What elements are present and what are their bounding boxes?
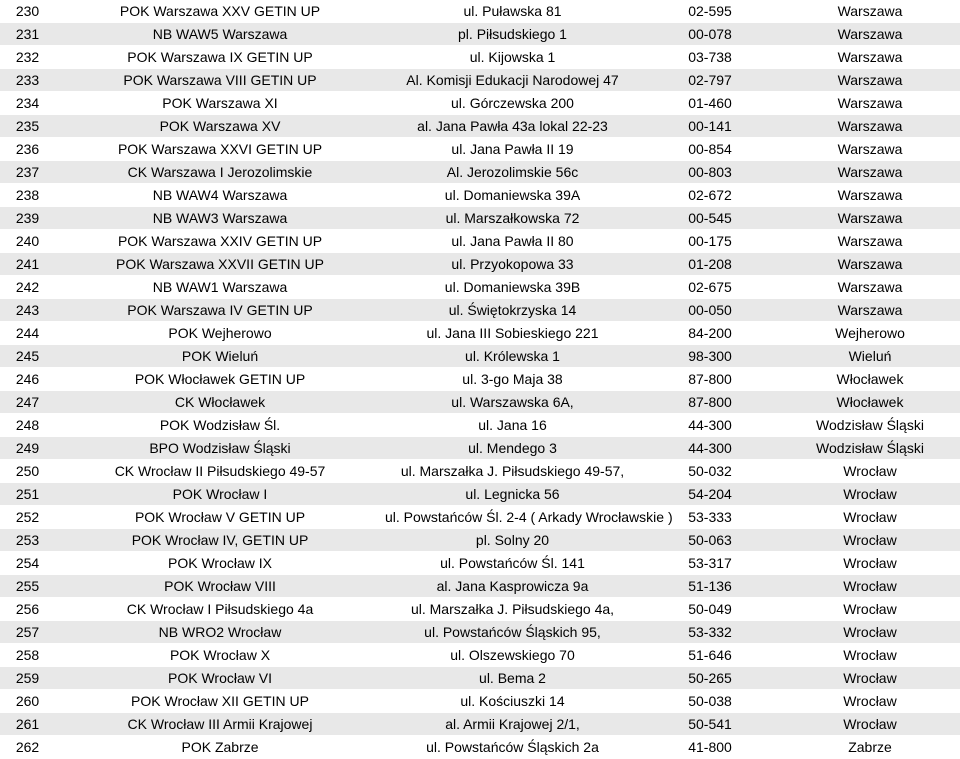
address-cell: ul. Domaniewska 39B [444, 279, 581, 295]
row-number-cell: 262 [15, 739, 40, 755]
table-row [0, 322, 960, 345]
address-cell: ul. Olszewskiego 70 [450, 647, 575, 663]
table-row [0, 115, 960, 138]
city-cell: Warszawa [837, 233, 903, 249]
table-row [0, 276, 960, 299]
postal-code-cell: 02-797 [688, 72, 732, 88]
city-cell: Warszawa [837, 302, 903, 318]
branch-name-cell: BPO Wodzisław Śląski [149, 440, 291, 456]
city-cell: Wrocław [843, 624, 897, 640]
address-cell: ul. Marszałkowska 72 [445, 210, 580, 226]
postal-code-cell: 41-800 [688, 739, 732, 755]
postal-code-cell: 01-208 [688, 256, 732, 272]
address-cell: al. Jana Kasprowicza 9a [436, 578, 589, 594]
table-row [0, 598, 960, 621]
branch-name-cell: POK Warszawa IX GETIN UP [127, 49, 313, 65]
table-row [0, 207, 960, 230]
address-cell: ul. Królewska 1 [465, 348, 560, 364]
row-number-cell: 233 [15, 72, 40, 88]
branch-name-cell: NB WAW3 Warszawa [152, 210, 288, 226]
table-row [0, 483, 960, 506]
row-number-cell: 231 [15, 26, 40, 42]
branch-name-cell: NB WAW5 Warszawa [152, 26, 288, 42]
address-cell: ul. Powstańców Śląskich 95, [424, 624, 601, 640]
row-number-cell: 240 [15, 233, 40, 249]
address-cell: ul. Kijowska 1 [469, 49, 556, 65]
postal-code-cell: 02-595 [688, 3, 732, 19]
table-row [0, 184, 960, 207]
postal-code-cell: 02-675 [688, 279, 732, 295]
table-row [0, 345, 960, 368]
address-cell: ul. Bema 2 [479, 670, 546, 686]
table-row [0, 414, 960, 437]
table-row [0, 46, 960, 69]
branch-name-cell: POK Wrocław VI [168, 670, 272, 686]
branch-name-cell: NB WAW4 Warszawa [152, 187, 288, 203]
branch-name-cell: POK Warszawa VIII GETIN UP [123, 72, 317, 88]
table-row [0, 368, 960, 391]
branch-name-cell: POK Warszawa XXVII GETIN UP [116, 256, 324, 272]
city-cell: Warszawa [837, 210, 903, 226]
table-row [0, 92, 960, 115]
address-cell: ul. Górczewska 200 [451, 95, 574, 111]
address-cell: ul. Świętokrzyska 14 [448, 302, 577, 318]
city-cell: Warszawa [837, 49, 903, 65]
table-row [0, 230, 960, 253]
row-number-cell: 237 [15, 164, 40, 180]
postal-code-cell: 51-646 [688, 647, 732, 663]
postal-code-cell: 00-141 [688, 118, 732, 134]
branch-name-cell: CK Wrocław II Piłsudskiego 49-57 [114, 463, 326, 479]
city-cell: Włocławek [836, 394, 904, 410]
city-cell: Warszawa [837, 141, 903, 157]
postal-code-cell: 01-460 [688, 95, 732, 111]
row-number-cell: 239 [15, 210, 40, 226]
row-number-cell: 238 [15, 187, 40, 203]
address-cell: ul. Marszałka J. Piłsudskiego 49-57, [400, 463, 625, 479]
city-cell: Wrocław [843, 578, 897, 594]
postal-code-cell: 50-541 [688, 716, 732, 732]
table-row [0, 460, 960, 483]
city-cell: Warszawa [837, 95, 903, 111]
row-number-cell: 251 [15, 486, 40, 502]
row-number-cell: 247 [15, 394, 40, 410]
table-row [0, 437, 960, 460]
row-number-cell: 255 [15, 578, 40, 594]
postal-code-cell: 53-317 [688, 555, 732, 571]
city-cell: Wrocław [843, 716, 897, 732]
city-cell: Warszawa [837, 72, 903, 88]
postal-code-cell: 51-136 [688, 578, 732, 594]
row-number-cell: 254 [15, 555, 40, 571]
table-row [0, 299, 960, 322]
city-cell: Włocławek [836, 371, 904, 387]
row-number-cell: 244 [15, 325, 40, 341]
postal-code-cell: 54-204 [688, 486, 732, 502]
postal-code-cell: 00-854 [688, 141, 732, 157]
postal-code-cell: 00-803 [688, 164, 732, 180]
table-row [0, 690, 960, 713]
table-row [0, 161, 960, 184]
city-cell: Zabrze [848, 739, 892, 755]
address-cell: ul. Marszałka J. Piłsudskiego 4a, [410, 601, 615, 617]
branch-name-cell: CK Wrocław I Piłsudskiego 4a [126, 601, 314, 617]
city-cell: Warszawa [837, 279, 903, 295]
branch-name-cell: POK Wrocław VIII [164, 578, 276, 594]
address-cell: ul. Kościuszki 14 [460, 693, 565, 709]
table-row [0, 391, 960, 414]
city-cell: Wodzisław Śląski [816, 417, 924, 433]
postal-code-cell: 84-200 [688, 325, 732, 341]
city-cell: Warszawa [837, 26, 903, 42]
row-number-cell: 242 [15, 279, 40, 295]
postal-code-cell: 50-032 [688, 463, 732, 479]
address-cell: ul. Jana Pawła II 19 [451, 141, 574, 157]
postal-code-cell: 00-545 [688, 210, 732, 226]
postal-code-cell: 50-049 [688, 601, 732, 617]
row-number-cell: 248 [15, 417, 40, 433]
postal-code-cell: 00-050 [688, 302, 732, 318]
branch-name-cell: POK Wrocław XII GETIN UP [131, 693, 309, 709]
city-cell: Wrocław [843, 670, 897, 686]
city-cell: Wrocław [843, 486, 897, 502]
branch-name-cell: POK Włocławek GETIN UP [134, 371, 306, 387]
city-cell: Warszawa [837, 164, 903, 180]
postal-code-cell: 03-738 [688, 49, 732, 65]
address-cell: ul. Puławska 81 [463, 3, 562, 19]
row-number-cell: 258 [15, 647, 40, 663]
postal-code-cell: 44-300 [688, 440, 732, 456]
row-number-cell: 241 [15, 256, 40, 272]
branch-name-cell: POK Wrocław IX [168, 555, 272, 571]
row-number-cell: 260 [15, 693, 40, 709]
table-row [0, 667, 960, 690]
row-number-cell: 243 [15, 302, 40, 318]
branch-name-cell: POK Warszawa XXVI GETIN UP [117, 141, 323, 157]
table-row [0, 644, 960, 667]
postal-code-cell: 00-078 [688, 26, 732, 42]
row-number-cell: 232 [15, 49, 40, 65]
table-row [0, 713, 960, 736]
row-number-cell: 257 [15, 624, 40, 640]
postal-code-cell: 53-332 [688, 624, 732, 640]
branch-name-cell: POK Wrocław I [172, 486, 268, 502]
row-number-cell: 249 [15, 440, 40, 456]
city-cell: Wrocław [843, 601, 897, 617]
branch-name-cell: CK Wrocław III Armii Krajowej [127, 716, 313, 732]
postal-code-cell: 02-672 [688, 187, 732, 203]
address-cell: ul. Mendego 3 [468, 440, 557, 456]
postal-code-cell: 50-038 [688, 693, 732, 709]
row-number-cell: 246 [15, 371, 40, 387]
address-cell: ul. Powstańców Śląskich 2a [426, 739, 599, 755]
address-cell: ul. 3-go Maja 38 [462, 371, 563, 387]
branch-name-cell: POK Wodzisław Śl. [159, 417, 281, 433]
row-number-cell: 234 [15, 95, 40, 111]
city-cell: Wrocław [843, 647, 897, 663]
table-row [0, 621, 960, 644]
table-row [0, 23, 960, 46]
city-cell: Warszawa [837, 187, 903, 203]
branch-name-cell: NB WRO2 Wrocław [158, 624, 282, 640]
branch-name-cell: POK Wieluń [181, 348, 259, 364]
postal-code-cell: 53-333 [688, 509, 732, 525]
table-row [0, 736, 960, 759]
city-cell: Wejherowo [835, 325, 905, 341]
branch-name-cell: POK Wrocław V GETIN UP [134, 509, 306, 525]
city-cell: Wrocław [843, 463, 897, 479]
branch-name-cell: POK Wejherowo [168, 325, 272, 341]
address-cell: ul. Domaniewska 39A [444, 187, 581, 203]
address-cell: ul. Jana Pawła II 80 [451, 233, 574, 249]
postal-code-cell: 44-300 [688, 417, 732, 433]
postal-code-cell: 00-175 [688, 233, 732, 249]
postal-code-cell: 87-800 [688, 371, 732, 387]
branch-name-cell: POK Warszawa XV [159, 118, 281, 134]
table-row [0, 506, 960, 529]
branch-name-cell: POK Warszawa XXIV GETIN UP [117, 233, 323, 249]
row-number-cell: 253 [15, 532, 40, 548]
branch-name-cell: POK Wrocław X [169, 647, 271, 663]
row-number-cell: 235 [15, 118, 40, 134]
branch-name-cell: POK Zabrze [181, 739, 259, 755]
branch-name-cell: POK Warszawa XI [162, 95, 278, 111]
branch-name-cell: CK Włocławek [174, 394, 266, 410]
branch-name-cell: CK Warszawa I Jerozolimskie [127, 164, 313, 180]
table-row [0, 138, 960, 161]
row-number-cell: 256 [15, 601, 40, 617]
address-cell: pl. Solny 20 [475, 532, 550, 548]
city-cell: Wrocław [843, 555, 897, 571]
address-cell: Al. Komisji Edukacji Narodowej 47 [406, 72, 619, 88]
branch-name-cell: NB WAW1 Warszawa [152, 279, 288, 295]
address-cell: ul. Powstańców Śl. 141 [440, 555, 585, 571]
city-cell: Wrocław [843, 693, 897, 709]
row-number-cell: 259 [15, 670, 40, 686]
city-cell: Warszawa [837, 256, 903, 272]
postal-code-cell: 50-265 [688, 670, 732, 686]
row-number-cell: 250 [15, 463, 40, 479]
row-number-cell: 230 [15, 3, 40, 19]
city-cell: Wrocław [843, 509, 897, 525]
branch-name-cell: POK Warszawa XXV GETIN UP [119, 3, 321, 19]
address-cell: al. Jana Pawła 43a lokal 22-23 [417, 118, 608, 134]
table-row [0, 552, 960, 575]
address-cell: ul. Jana 16 [478, 417, 547, 433]
postal-code-cell: 98-300 [688, 348, 732, 364]
city-cell: Warszawa [837, 3, 903, 19]
branch-name-cell: POK Wrocław IV, GETIN UP [131, 532, 309, 548]
table-row [0, 253, 960, 276]
table-row [0, 0, 960, 23]
row-number-cell: 245 [15, 348, 40, 364]
address-cell: al. Armii Krajowej 2/1, [445, 716, 580, 732]
row-number-cell: 236 [15, 141, 40, 157]
address-cell: ul. Przyokopowa 33 [451, 256, 574, 272]
address-cell: pl. Piłsudskiego 1 [458, 26, 567, 42]
postal-code-cell: 87-800 [688, 394, 732, 410]
city-cell: Wrocław [843, 532, 897, 548]
postal-code-cell: 50-063 [688, 532, 732, 548]
table-row [0, 69, 960, 92]
address-cell: ul. Warszawska 6A, [451, 394, 574, 410]
row-number-cell: 261 [15, 716, 40, 732]
table-row [0, 575, 960, 598]
address-cell: ul. Powstańców Śl. 2-4 ( Arkady Wrocławskie ) [385, 509, 673, 525]
branch-name-cell: POK Warszawa IV GETIN UP [127, 302, 313, 318]
row-number-cell: 252 [15, 509, 40, 525]
city-cell: Warszawa [837, 118, 903, 134]
address-cell: Al. Jerozolimskie 56c [446, 164, 579, 180]
address-cell: ul. Jana III Sobieskiego 221 [426, 325, 599, 341]
address-cell: ul. Legnicka 56 [465, 486, 560, 502]
city-cell: Wieluń [848, 348, 892, 364]
city-cell: Wodzisław Śląski [816, 440, 924, 456]
table-row [0, 529, 960, 552]
